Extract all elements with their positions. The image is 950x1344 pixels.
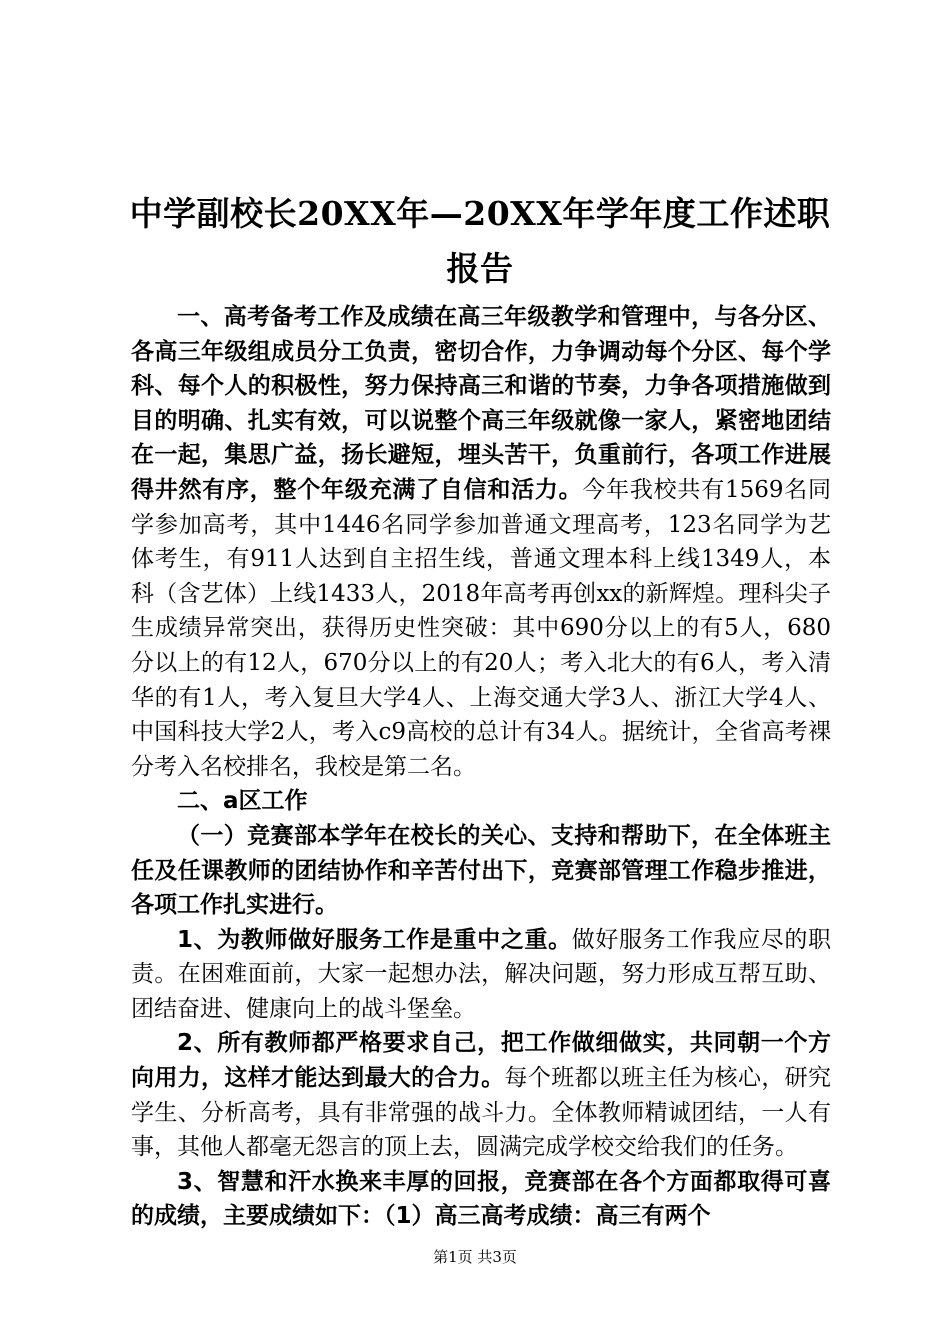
item-2-lead-text: 2、所有教师都严格要求自己，把工作做细做实，共同朝一个方向用力，这样才能达到最大的合力。 <box>131 1030 831 1092</box>
title-line-2: 报告 <box>446 249 514 288</box>
paragraph-item-2 <box>131 1026 831 1164</box>
document-title <box>100 186 860 296</box>
document-body <box>131 300 831 1234</box>
paragraph-exam-results <box>131 300 831 784</box>
item-1-detail-text: 做好服务工作我应尽的职责。在困难面前，大家一起想办法，解决问题，努力形成互帮互助、团结奋进、健康向上的战斗堡垒。 <box>131 926 831 1022</box>
page-footer: 第1页 共3页 <box>433 1248 517 1266</box>
paragraph-item-3: 3、智慧和汗水换来丰厚的回报，竞赛部在各个方面都取得可喜的成绩，主要成绩如下：（1）高三高考成绩：高三有两个 <box>131 1168 831 1230</box>
title-line-1: 中学副校长20XX年—20XX年学年度工作述职 <box>129 194 831 233</box>
paragraph-lead-text: 一、高考备考工作及成绩在高三年级教学和管理中，与各分区、各高三年级组成员分工负责，密切合作，力争调动每个分区、每个学科、每个人的积极性，努力保持高三和谐的节奏，力争各项措施做到目的明确、扎实有效，可以说整个高三年级就像一家人，紧密地团结在一起，集思广益，扬长避短，埋头苦干，负重前行，各项工作进展得井然有序，整个年级充满了自信和活力。 <box>131 304 831 503</box>
item-1-lead-text: 1、为教师做好服务工作是重中之重。 <box>177 926 572 953</box>
section-heading-a-district: 二、a区工作 <box>177 788 308 815</box>
paragraph-competition-dept: （一）竞赛部本学年在校长的关心、支持和帮助下，在全体班主任及任课教师的团结协作和辛苦付出下，竞赛部管理工作稳步推进，各项工作扎实进行。 <box>131 822 831 919</box>
paragraph-detail-text: 今年我校共有1569名同学参加高考，其中1446名同学参加普通文理高考，123名同学为艺体考生，有911人达到自主招生线，普通文理本科上线1349人，本科（含艺体）上线1433人，2018年高考再创xx的新辉煌。理科尖子生成绩异常突出，获得历史性突破：其中690分以上的有5人，680分以上的有12人，670分以上的有20人；考入北大的有6人，考入清华的有1人，考入复旦大学4人、上海交通大学3人、浙江大学4人、中国科技大学2人，考入c9高校的总计有34人。据统计，全省高考裸分考入名校排名，我校是第二名。 <box>131 476 831 780</box>
item-2-detail-text: 每个班都以班主任为核心，研究学生、分析高考，具有非常强的战斗力。全体教师精诚团结，一人有事，其他人都毫无怨言的顶上去，圆满完成学校交给我们的任务。 <box>131 1065 832 1161</box>
paragraph-item-1 <box>131 923 831 1027</box>
